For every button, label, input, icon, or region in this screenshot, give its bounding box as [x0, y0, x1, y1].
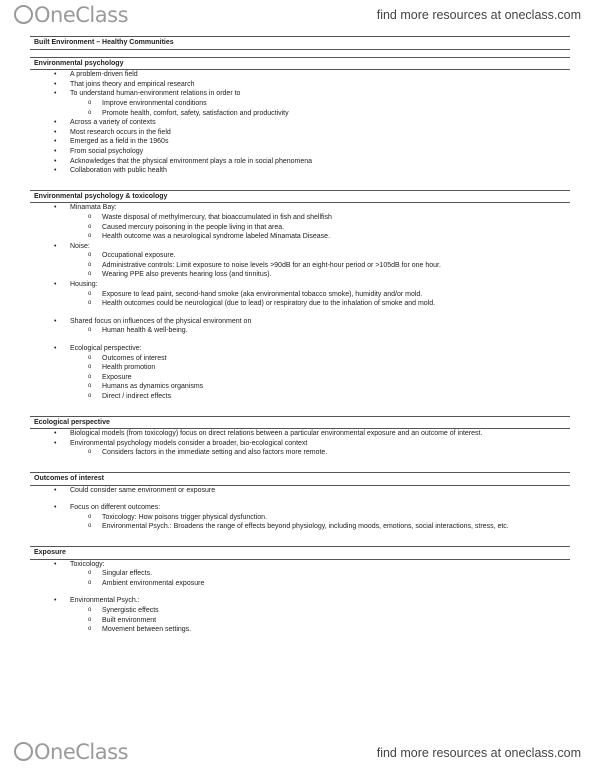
sub-list-item: o Improve environmental conditions [30, 99, 570, 109]
sub-list-item: o Caused mercury poisoning in the people living in that area. [30, 223, 570, 233]
logo-ring-icon [14, 742, 33, 761]
sub-list-item: o Outcomes of interest [30, 354, 570, 364]
sub-list-item: o Promote health, comfort, safety, satisfaction and productivity [30, 109, 570, 119]
bullet-list [30, 486, 570, 532]
sub-list-item: o Environmental Psych.: Broadens the range of effects beyond physiology, including moods, emotions, social interactions, stress, etc. [30, 522, 570, 532]
list-item: • Noise: [30, 242, 570, 252]
oneclass-logo-footer[interactable] [14, 740, 128, 764]
section-heading: Environmental psychology [30, 57, 570, 71]
list-item: • That joins theory and empirical research [30, 80, 570, 90]
list-item: • Shared focus on influences of the physical environment on [30, 317, 570, 327]
list-item: • Environmental Psych.: [30, 596, 570, 606]
list-item: • A problem-driven field [30, 70, 570, 80]
list-item: • Focus on different outcomes: [30, 503, 570, 513]
blank-line [30, 495, 570, 503]
sub-list-item: o Health promotion [30, 363, 570, 373]
document-body [30, 36, 570, 635]
sub-list-item: o Considers factors in the immediate setting and also factors more remote. [30, 448, 570, 458]
bullet-list [30, 70, 570, 176]
footer-tagline[interactable]: find more resources at oneclass.com [376, 746, 581, 760]
logo-ring-icon [14, 5, 33, 24]
list-item: • Emerged as a field in the 1960s [30, 137, 570, 147]
spacer [30, 402, 570, 416]
sub-list-item: o Health outcome was a neurological syndrome labeled Minamata Disease. [30, 232, 570, 242]
sections [30, 57, 570, 635]
list-item: • To understand human-environment relations in order to [30, 89, 570, 99]
sub-list-item: o Synergistic effects [30, 606, 570, 616]
spacer [30, 176, 570, 190]
list-item: • Acknowledges that the physical environment plays a role in social phenomena [30, 157, 570, 167]
list-item: • Ecological perspective: [30, 344, 570, 354]
sub-list-item: o Singular effects. [30, 569, 570, 579]
sub-list-item: o Exposure [30, 373, 570, 383]
section-heading: Ecological perspective [30, 416, 570, 430]
spacer [30, 50, 570, 57]
sub-list-item: o Direct / indirect effects [30, 392, 570, 402]
section [30, 546, 570, 635]
page-header [0, 0, 595, 32]
sub-list-item: o Ambient environmental exposure [30, 579, 570, 589]
list-item: • Toxicology: [30, 560, 570, 570]
sub-list-item: o Exposure to lead paint, second-hand smoke (aka environmental tobacco smoke), humidity and/or mold. [30, 290, 570, 300]
section [30, 472, 570, 532]
sub-list-item: o Health outcomes could be neurological (due to lead) or respiratory due to the inhalation of smoke and mold. [30, 299, 570, 309]
list-item: • Collaboration with public health [30, 166, 570, 176]
blank-line [30, 588, 570, 596]
section [30, 416, 570, 458]
sub-list-item: o Toxicology: How poisons trigger physical dysfunction. [30, 513, 570, 523]
document-title: Built Environment – Healthy Communities [30, 36, 570, 50]
spacer [30, 532, 570, 546]
sub-list-item: o Wearing PPE also prevents hearing loss (and tinnitus). [30, 270, 570, 280]
sub-list-item: o Built environment [30, 616, 570, 626]
section-heading: Exposure [30, 546, 570, 560]
section-heading: Outcomes of interest [30, 472, 570, 486]
section [30, 57, 570, 176]
section-heading: Environmental psychology & toxicology [30, 190, 570, 204]
bullet-list [30, 560, 570, 635]
list-item: • Could consider same environment or exposure [30, 486, 570, 496]
header-tagline[interactable]: find more resources at oneclass.com [376, 8, 581, 22]
oneclass-logo[interactable] [14, 3, 128, 27]
sub-list-item: o Movement between settings. [30, 625, 570, 635]
bullet-list [30, 203, 570, 401]
blank-line [30, 336, 570, 344]
list-item: • Environmental psychology models consider a broader, bio-ecological context [30, 439, 570, 449]
logo-text: OneClass [34, 740, 129, 764]
list-item: • Across a variety of contexts [30, 118, 570, 128]
logo-text: OneClass [34, 3, 129, 27]
list-item: • Most research occurs in the field [30, 128, 570, 138]
sub-list-item: o Human health & well-being. [30, 326, 570, 336]
page-footer [0, 736, 595, 770]
sub-list-item: o Occupational exposure. [30, 251, 570, 261]
sub-list-item: o Administrative controls: Limit exposure to noise levels >90dB for an eight-hour period or >105dB for one hour. [30, 261, 570, 271]
list-item: • Minamata Bay: [30, 203, 570, 213]
section [30, 190, 570, 402]
list-item: • Housing: [30, 280, 570, 290]
spacer [30, 458, 570, 472]
list-item: • Biological models (from toxicology) focus on direct relations between a particular environmental exposure and an outcome of interest. [30, 429, 570, 439]
blank-line [30, 309, 570, 317]
list-item: • From social psychology [30, 147, 570, 157]
bullet-list [30, 429, 570, 458]
sub-list-item: o Humans as dynamics organisms [30, 382, 570, 392]
sub-list-item: o Waste disposal of methylmercury, that bioaccumulated in fish and shellfish [30, 213, 570, 223]
